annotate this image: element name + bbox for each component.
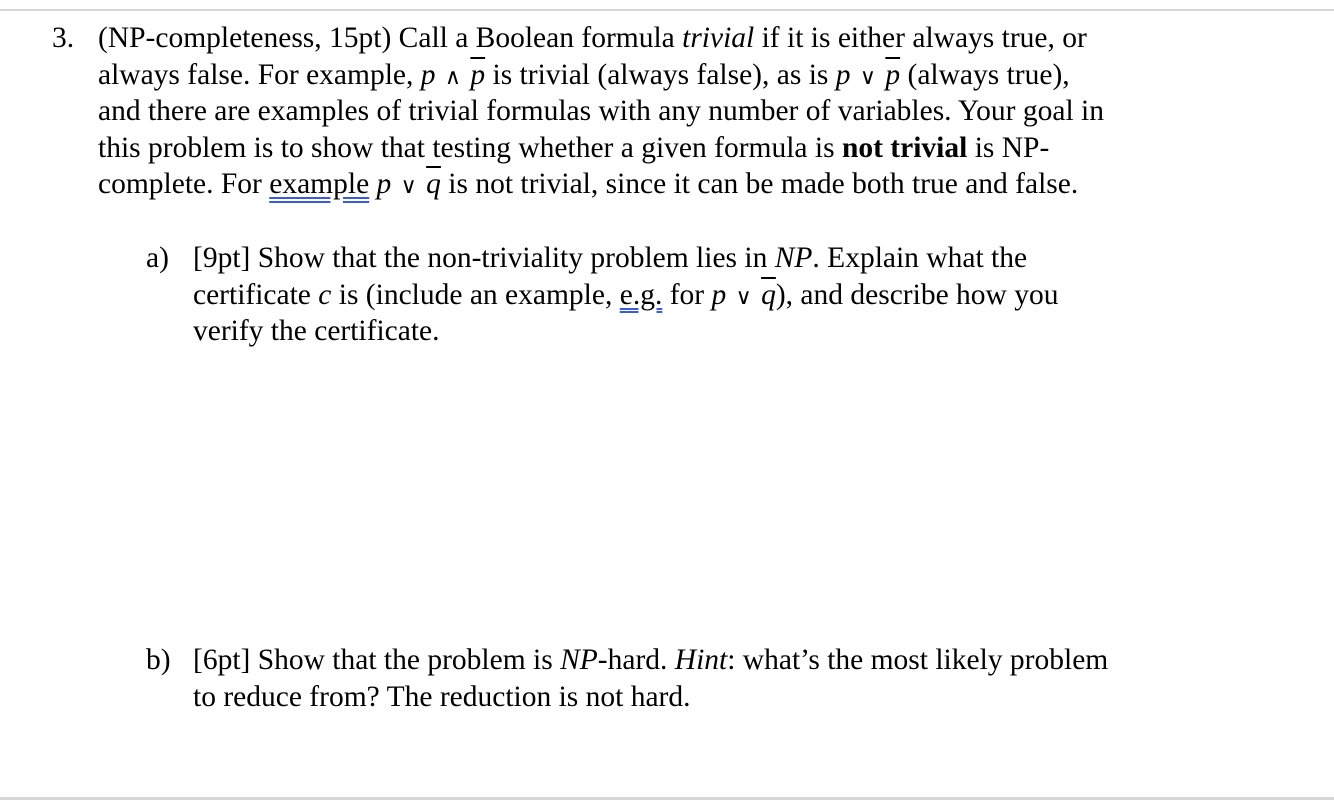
or-operator: ∨ xyxy=(400,174,417,199)
page-bottom-border xyxy=(0,797,1334,800)
page-top-border xyxy=(0,9,1334,11)
question-line-3: and there are examples of trivial formulas with any number of variables. Your goal in xyxy=(98,95,1104,127)
math-negated-variable: $\overline{p}$ xyxy=(885,58,901,91)
or-operator: ∨ xyxy=(859,64,876,90)
part-b-line-1: [6pt] Show that the problem is NP-hard. Hint: what’s the most likely problem xyxy=(193,644,1109,676)
hint-label: Hint xyxy=(674,644,728,676)
math-negated-variable: $\overline{q}$ xyxy=(761,278,776,311)
question-text xyxy=(98,20,1104,203)
math-negated-variable: $\overline{p}$ xyxy=(470,58,486,91)
part-a-marker: a) xyxy=(146,242,169,274)
part-a-line-3: verify the certificate. xyxy=(193,315,440,347)
complexity-class-np: NP xyxy=(774,242,813,274)
part-b-text xyxy=(193,642,1108,715)
part-a-text xyxy=(193,240,1058,350)
bold-not-trivial: not trivial xyxy=(841,131,968,164)
math-variable: p xyxy=(420,58,436,91)
math-variable: p xyxy=(835,58,851,91)
term-trivial: trivial xyxy=(682,22,755,54)
question-line-4: this problem is to show that testing whether a given formula is not trivial is NP- xyxy=(98,131,1050,164)
part-a-line-1: [9pt] Show that the non-triviality problem lies in NP. Explain what the xyxy=(193,242,1028,274)
question-line-2: always false. For example, p ∧ $\overline{p}$ is trivial (always false), as is p ∨ $\overline{p}$ (always true), xyxy=(98,58,1070,91)
math-variable: p xyxy=(711,278,727,311)
or-operator: ∨ xyxy=(735,284,752,310)
spellcheck-underlined-word: e.g. xyxy=(619,278,663,311)
math-negated-variable: $\overline{q}$ xyxy=(426,168,441,200)
question-number: 3. xyxy=(52,22,75,54)
question-line-1: (NP-completeness, 15pt) Call a Boolean formula trivial if it is either always true, or xyxy=(98,22,1087,54)
spellcheck-underlined-word: example xyxy=(269,168,370,200)
complexity-class-np: NP xyxy=(560,644,598,676)
part-b-marker: b) xyxy=(146,644,171,676)
math-variable: p xyxy=(376,168,392,200)
and-operator: ∧ xyxy=(444,64,461,90)
question-line-5: complete. For example p ∨ $\overline{q}$ is not trivial, since it can be made both true and false. xyxy=(98,168,1079,200)
part-b-line-2: to reduce from? The reduction is not hard. xyxy=(193,680,691,713)
part-a-line-2: certificate c is (include an example, e.g. for p ∨ $\overline{q}$), and describe how you xyxy=(193,278,1059,311)
math-certificate: c xyxy=(318,278,332,311)
